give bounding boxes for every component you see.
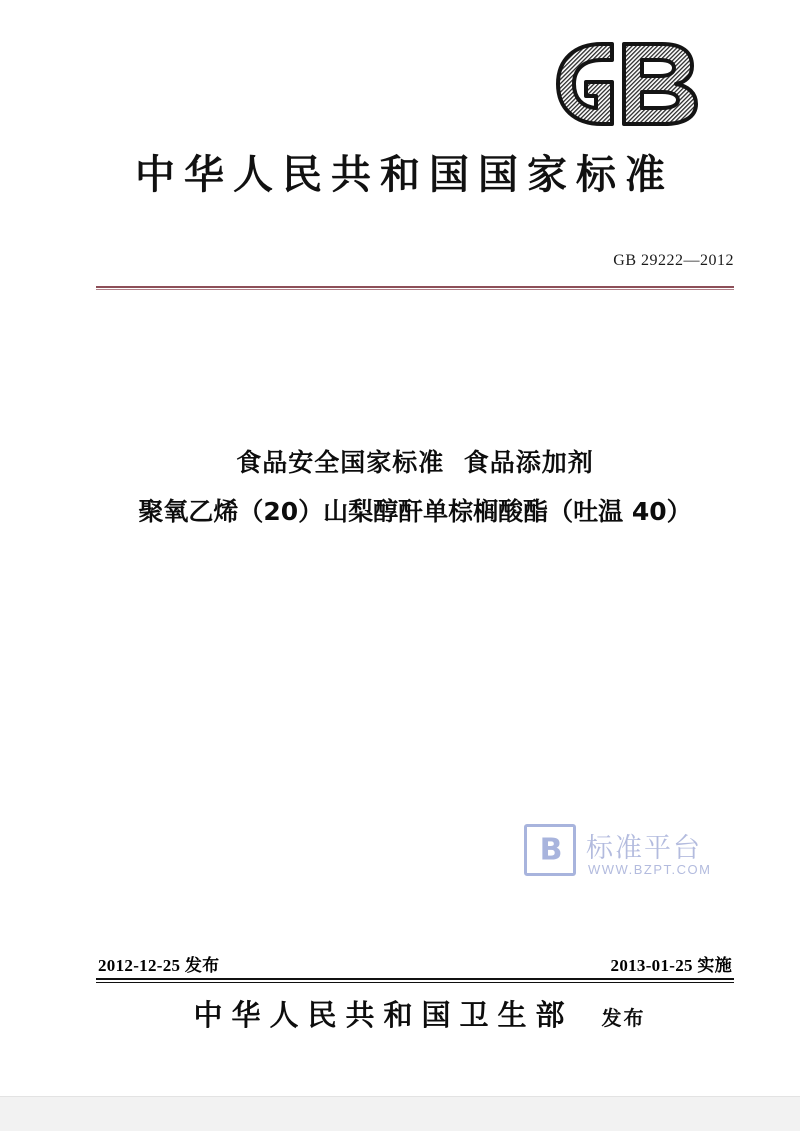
watermark-url: WWW.BZPT.COM — [588, 862, 712, 877]
standard-number: GB 29222—2012 — [613, 252, 734, 269]
watermark-badge-letter: B — [539, 832, 561, 868]
header-divider-secondary — [96, 289, 734, 290]
watermark-brand: 标准平台 — [586, 833, 702, 864]
publish-verb: 发布 — [601, 1006, 646, 1030]
implementation-date: 2013-01-25 实施 — [610, 956, 732, 975]
standard-series-title: 中华人民共和国国家标准 — [135, 152, 674, 198]
page-title-line-1: 食品安全国家标准 食品添加剂 — [236, 448, 594, 477]
watermark — [524, 824, 754, 896]
footer-divider-secondary — [96, 982, 734, 983]
watermark-badge-icon — [524, 824, 576, 876]
gb-emblem-icon — [550, 38, 710, 130]
page-title — [60, 440, 770, 538]
publisher-row — [96, 993, 734, 1034]
issue-date: 2012-12-25 发布 — [98, 956, 220, 975]
footer-divider — [96, 978, 734, 980]
publisher-name: 中华人民共和国卫生部 — [193, 998, 574, 1032]
header-divider — [96, 286, 734, 288]
page-title-line-2: 聚氧乙烯（20）山梨醇酐单棕榈酸酯（吐温 40） — [138, 497, 692, 526]
scan-edge — [0, 1096, 800, 1131]
